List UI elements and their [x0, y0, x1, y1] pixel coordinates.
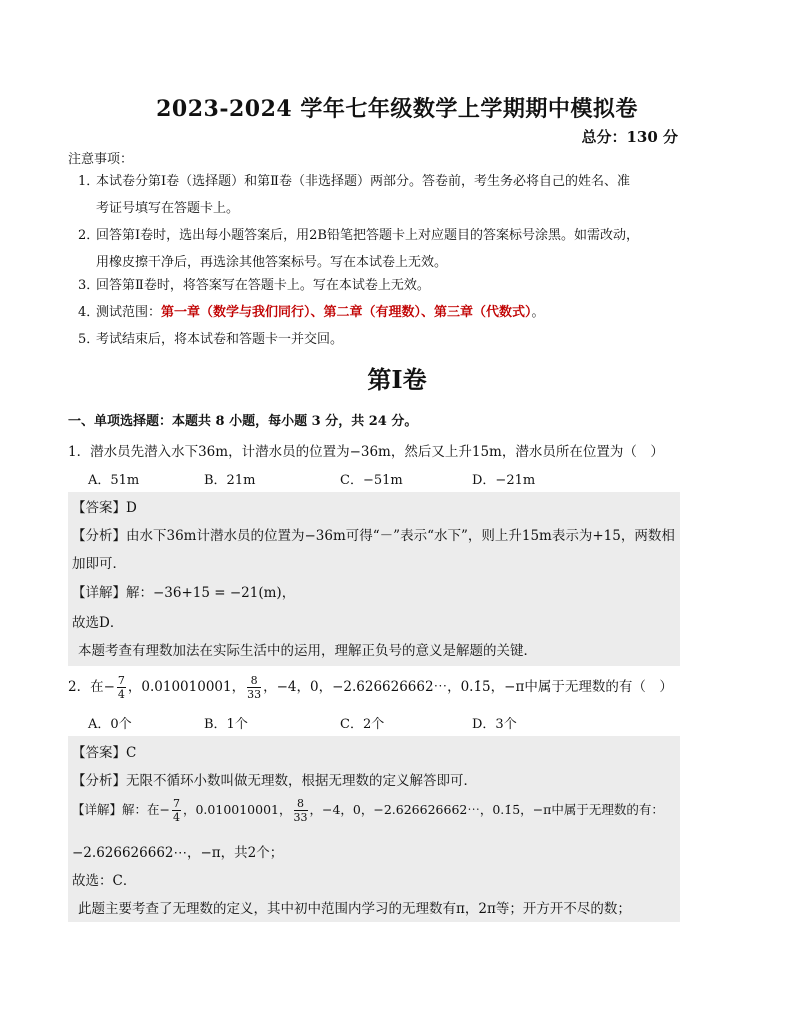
fraction-7-4: $\frac{7}{4}$ — [117, 674, 125, 701]
page-title: 2023-2024 学年七年级数学上学期期中模拟卷 — [156, 96, 638, 122]
q1-option-d: D．−21m — [472, 473, 536, 488]
q1-analysis-cont: 加即可． — [72, 556, 126, 572]
q2-choice: 故选：C． — [72, 873, 137, 889]
test-scope: 第一章（数学与我们同行）、第二章（有理数）、第三章（代数式） — [161, 305, 532, 320]
q2-detail: 【详解】解：在− $\frac{7}{4}$ ，0.010010001， $\frac{8}{33}$ ，−4，0，−2.626626662⋯，0.1̇5̇，−π中属于无理数的有： — [72, 797, 664, 824]
note-item-2: 2．回答第Ⅰ卷时，选出每小题答案后，用2B铅笔把答题卡上对应题目的答案标号涂黑。如需改动， 用橡皮擦干净后，再选涂其他答案标号。写在本试卷上无效。 — [78, 228, 639, 270]
q2-answer: 【答案】C — [72, 745, 137, 761]
q2-detail-cont: −2.626626662⋯，−π，共2个； — [72, 845, 284, 861]
section1-header: 一、单项选择题：本题共 8 小题，每小题 3 分，共 24 分。 — [68, 414, 418, 429]
question-1-stem: 1．潜水员先潜入水下36m，计潜水员的位置为−36m，然后又上升15m，潜水员所在位置为（ ） — [68, 444, 664, 460]
q1-option-b: B．21m — [204, 473, 256, 488]
q1-answer: 【答案】D — [72, 500, 137, 516]
q2-option-b: B．1个 — [204, 717, 248, 732]
q1-option-a: A．51m — [88, 473, 140, 488]
q1-detail: 【详解】解：−36+15 = −21(m)， — [72, 585, 296, 601]
note-item-3: 3．回答第Ⅱ卷时，将答案写在答题卡上。写在本试卷上无效。 — [78, 278, 430, 293]
fraction-8-33-detail: $\frac{8}{33}$ — [293, 797, 308, 824]
q2-solution-box — [68, 736, 680, 922]
q2-comment: 此题主要考查了无理数的定义，其中初中范围内学习的无理数有π，2π等；开方开不尽的数； — [78, 901, 631, 917]
note-item-5: 5．考试结束后，将本试卷和答题卡一并交回。 — [78, 332, 344, 347]
question-2-stem: 2．在− $\frac{7}{4}$ ，0.010010001， $\frac{8}{33}$ ，−4，0，−2.626626662⋯，0.1̇5̇，−π中属于无理数的有（ ） — [68, 674, 673, 701]
section-title: 第Ⅰ卷 — [367, 365, 427, 394]
notes-heading: 注意事项： — [68, 152, 134, 167]
q1-choice: 故选D． — [72, 615, 124, 631]
q1-analysis: 【分析】由水下36m计潜水员的位置为−36m可得“－”表示“水下”，则上升15m表示为+15，两数相 — [72, 528, 675, 544]
q1-comment: 本题考查有理数加法在实际生活中的运用，理解正负号的意义是解题的关键． — [78, 643, 537, 659]
fraction-8-33: $\frac{8}{33}$ — [247, 674, 262, 701]
q1-option-c: C．−51m — [340, 473, 403, 488]
q2-option-a: A．0个 — [88, 717, 132, 732]
total-score: 总分：130 分 — [581, 128, 678, 146]
q2-analysis: 【分析】无限不循环小数叫做无理数，根据无理数的定义解答即可． — [72, 773, 477, 789]
q2-option-c: C．2个 — [340, 717, 385, 732]
note-item-4: 4．测试范围：第一章（数学与我们同行）、第二章（有理数）、第三章（代数式）。 — [78, 305, 545, 320]
note-item-1: 1．本试卷分第Ⅰ卷（选择题）和第Ⅱ卷（非选择题）两部分。答卷前，考生务必将自己的姓名、准 考证号填写在答题卡上。 — [78, 174, 630, 216]
fraction-7-4-detail: $\frac{7}{4}$ — [172, 797, 180, 824]
q2-option-d: D．3个 — [472, 717, 517, 732]
